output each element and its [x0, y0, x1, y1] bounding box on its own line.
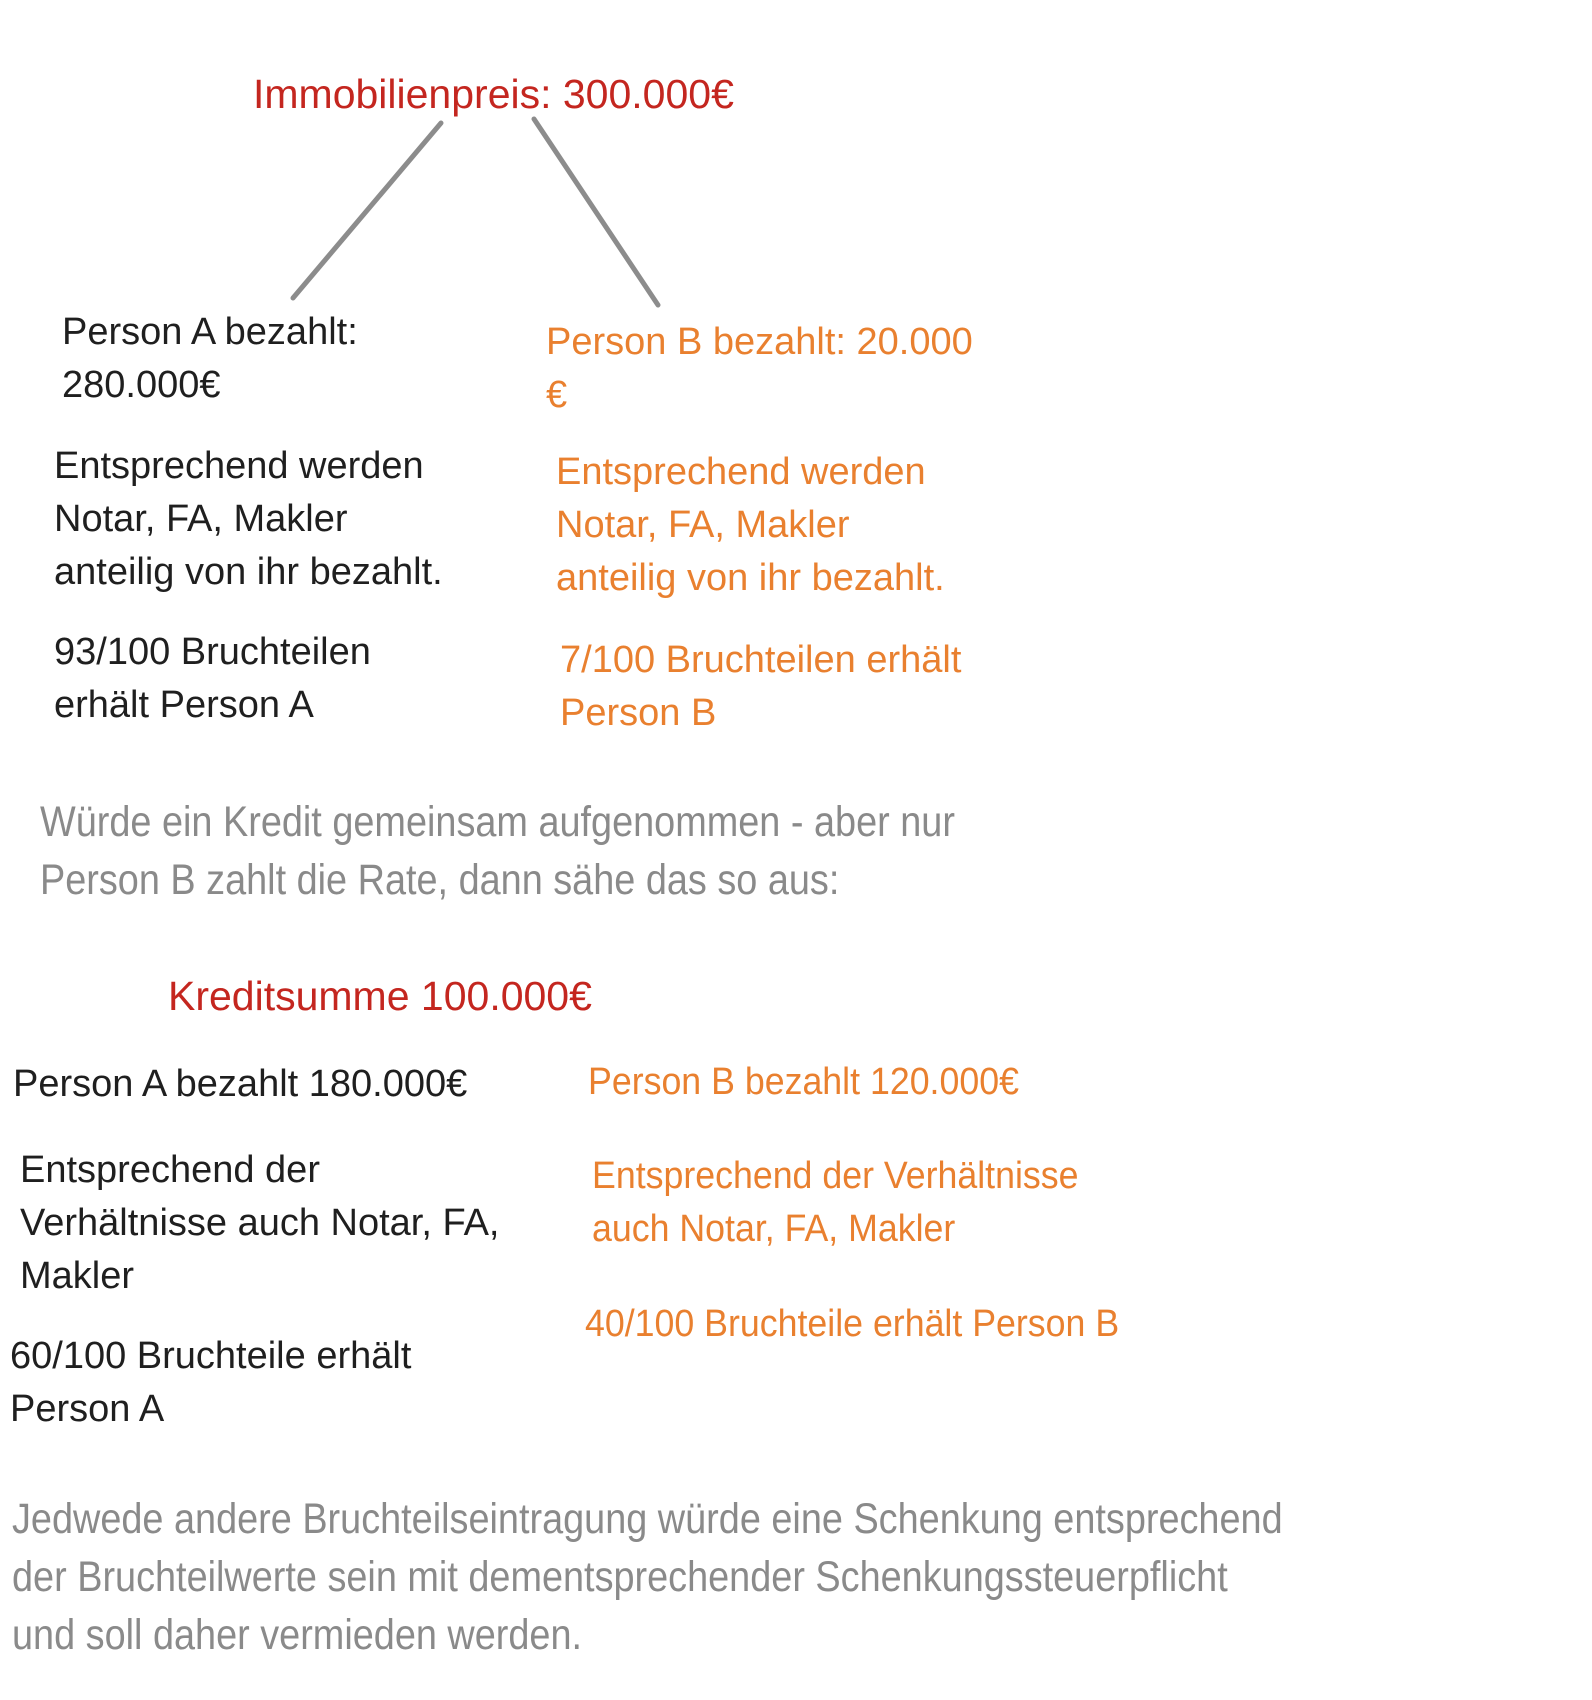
person-b-share-line: 7/100 Bruchteilen erhält: [560, 639, 962, 681]
credit-person-a-costs-line: Makler: [20, 1255, 135, 1297]
person-b-share: [560, 634, 961, 740]
person-b-costs: [556, 446, 945, 605]
person-b-paid: [546, 316, 973, 422]
credit-sum-title: Kreditsumme 100.000€: [168, 973, 592, 1019]
person-b-paid-line: €: [546, 374, 568, 416]
credit-note: [40, 793, 955, 909]
credit-person-a-costs: [20, 1144, 500, 1303]
person-a-paid-line: Person A bezahlt:: [62, 311, 358, 353]
person-b-costs-line: Entsprechend werden: [556, 451, 926, 493]
person-a-share-line: erhält Person A: [54, 684, 314, 726]
credit-person-b-costs-line: Entsprechend der Verhältnisse: [592, 1155, 1079, 1197]
credit-person-b-share: 40/100 Bruchteile erhält Person B: [585, 1303, 1120, 1345]
credit-person-a-share-line: 60/100 Bruchteile erhält: [10, 1335, 412, 1377]
credit-note-line: Person B zahlt die Rate, dann sähe das so aus:: [40, 856, 840, 904]
credit-note-line: Würde ein Kredit gemeinsam aufgenommen - aber nur: [40, 798, 955, 846]
credit-person-b-paid: Person B bezahlt 120.000€: [588, 1061, 1019, 1103]
person-b-paid-line: Person B bezahlt: 20.000: [546, 321, 973, 363]
gift-tax-warning-line: der Bruchteilwerte sein mit dementsprechender Schenkungssteuerpflicht: [12, 1553, 1228, 1601]
branch-line-right: [534, 119, 658, 305]
credit-person-a-share-line: Person A: [10, 1388, 165, 1430]
credit-person-a-costs-line: Verhältnisse auch Notar, FA,: [20, 1202, 500, 1244]
person-a-share-line: 93/100 Bruchteilen: [54, 631, 371, 673]
person-a-share: [54, 626, 371, 732]
person-b-costs-line: Notar, FA, Makler: [556, 504, 850, 546]
gift-tax-warning-line: und soll daher vermieden werden.: [12, 1611, 583, 1659]
person-a-costs-line: Entsprechend werden: [54, 445, 424, 487]
person-a-costs-line: anteilig von ihr bezahlt.: [54, 551, 443, 593]
property-price-title: Immobilienpreis: 300.000€: [253, 71, 734, 117]
person-a-paid-line: 280.000€: [62, 364, 221, 406]
gift-tax-warning-line: Jedwede andere Bruchteilseintragung würde eine Schenkung entsprechend: [12, 1495, 1283, 1543]
gift-tax-warning: [12, 1490, 1283, 1664]
credit-person-b-costs: [592, 1150, 1078, 1256]
credit-person-a-costs-line: Entsprechend der: [20, 1149, 320, 1191]
credit-person-b-costs-line: auch Notar, FA, Makler: [592, 1208, 956, 1250]
branch-line-left: [293, 123, 441, 298]
credit-person-a-share: [10, 1330, 411, 1436]
person-b-share-line: Person B: [560, 692, 717, 734]
person-a-paid: [62, 306, 358, 412]
person-b-costs-line: anteilig von ihr bezahlt.: [556, 557, 945, 599]
person-a-costs: [54, 440, 443, 599]
person-a-costs-line: Notar, FA, Makler: [54, 498, 348, 540]
credit-person-a-paid: Person A bezahlt 180.000€: [13, 1063, 468, 1105]
